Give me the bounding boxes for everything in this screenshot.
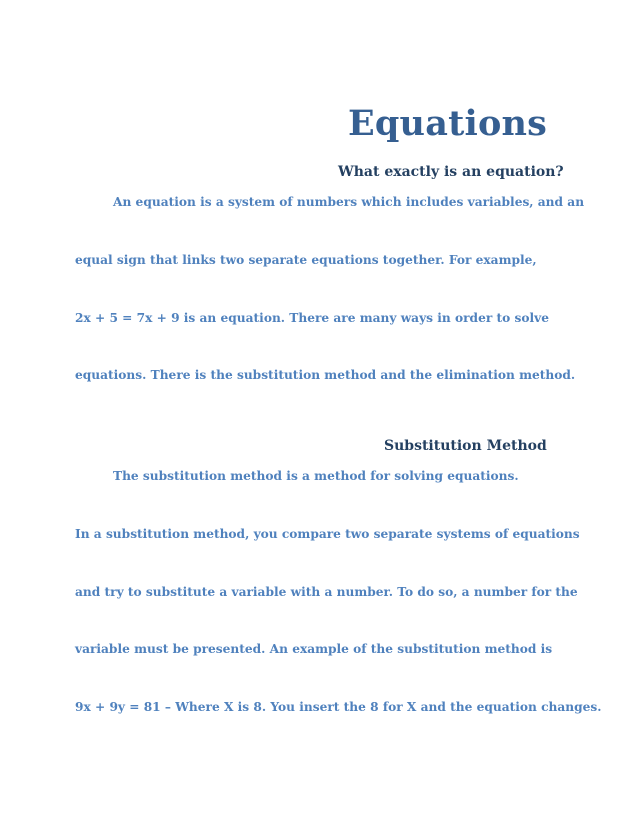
paragraph-line: equations. There is the substitution method and the elimination method. [75,368,576,382]
paragraph-line: 2x + 5 = 7x + 9 is an equation. There are many ways in order to solve [75,311,549,325]
paragraph-line: An equation is a system of numbers which includes variables, and an [113,195,585,209]
paragraph-line: variable must be presented. An example of the substitution method is [75,642,553,656]
section-heading-substitution-method: Substitution Method [384,438,547,454]
section-heading-what-is-equation: What exactly is an equation? [338,164,564,180]
document-title: Equations [348,103,548,144]
paragraph-line: 9x + 9y = 81 – Where X is 8. You insert the 8 for X and the equation changes. [75,700,602,714]
paragraph-line: The substitution method is a method for solving equations. [113,469,519,483]
paragraph-line: equal sign that links two separate equations together. For example, [75,253,537,267]
paragraph-line: In a substitution method, you compare two separate systems of equations [75,527,580,541]
paragraph-line: and try to substitute a variable with a number. To do so, a number for the [75,585,578,599]
